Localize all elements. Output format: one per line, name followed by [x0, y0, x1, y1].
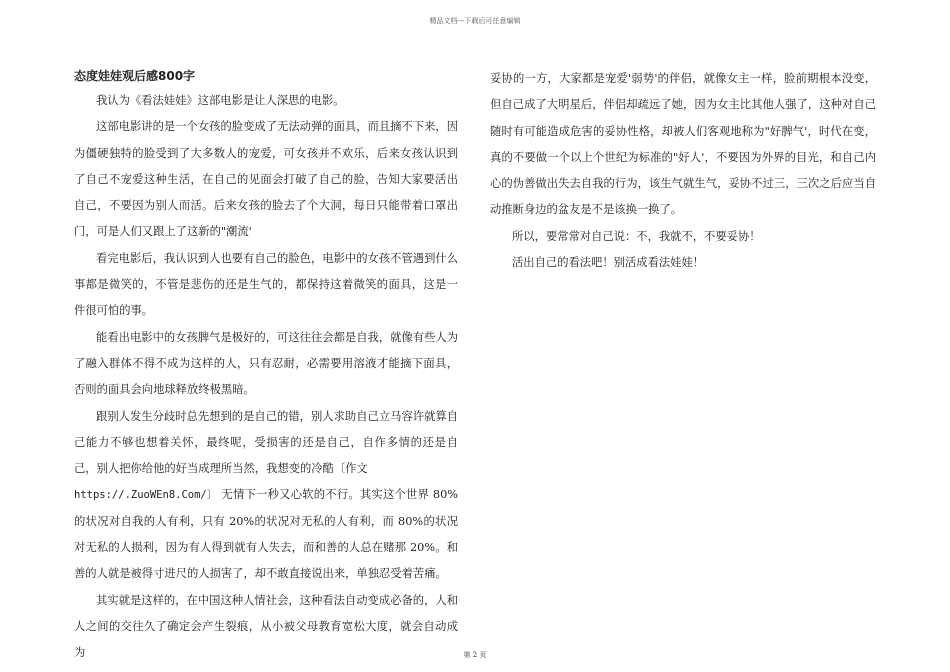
essay-link[interactable]: https://.ZuoWEn8.Com/〕: [74, 489, 218, 502]
paragraph-6-continued: 妥协的一方，大家都是宠爱'弱势'的伴侣，就像女主一样，脸前期根本没变，但自己成了大明星后，伴侣却疏远了她，因为女主比其他人强了，这种对自己随时有可能造成危害的妥协性格，却被人们客观地称为"好脾气'，时代在变，真的不要做一个以上个世纪为标准的"好人'，不要因为外界的目光，和自己内心的伪善做出失去自我的行为，该生气就生气，妥协不过三，三次之后应当自动推断身边的盆友是不是该换一换了。: [490, 72, 876, 217]
paragraph-5: [74, 404, 458, 588]
left-column: [74, 66, 458, 667]
paragraph-5-part-1: 跟别人发生分歧时总先想到的是自己的错，别人求助自己立马容许就算自己能力不够也想着关怀，最终呢，受损害的还是自己，自作多情的还是自己，别人把你给他的好当成理所当然，我想变的冷酷〔作文: [74, 409, 458, 476]
paragraph-7: 所以，要常常对自己说：不，我就不，不要妥协！: [512, 229, 761, 243]
paragraph-2: 这部电影讲的是一个女孩的脸变成了无法动弹的面具，而且摘不下来，因为僵硬独特的脸受到了大多数人的宠爱，可女孩并不欢乐，后来女孩认识到了自己不宠爱这种生活，在自己的见面会打破了自己的脸，告知大家要活出自己，不要因为别人而活。后来女孩的脸去了个大洞，每日只能带着口罩出门，可是人们又跟上了这新的"潮流': [74, 120, 458, 239]
paragraph-8: 活出自己的看法吧！别活成看法娃娃！: [512, 256, 705, 270]
document-title: 态度娃娃观后感800字: [74, 69, 196, 83]
right-column: [490, 66, 876, 276]
page-number: 第 2 页: [463, 651, 487, 659]
paragraph-4: 能看出电影中的女孩脾气是极好的，可这往往会都是自我，就像有些人为了融入群体不得不成为这样的人，只有忍耐，必需要用溶液才能摘下面具，否则的面具会向地球释放终极黑暗。: [74, 330, 458, 397]
paragraph-5-part-2: 无情下一秒又心软的不行。其实这个世界 80%的状况对自我的人有利，只有 20%的状况对无私的人有利，而 80%的状况对无私的人损利，因为有人得到就有人失去，而和善的人总在赌那 20%。和善的人就是被得寸进尺的人损害了，却不敢直接说出来，单独忍受着苦痛。: [74, 488, 458, 581]
page-header: 精品文档---下载后可任意编辑: [429, 17, 521, 25]
paragraph-6: 其实就是这样的，在中国这种人情社会，这种看法自动变成必备的，人和人之间的交往久了确定会产生裂痕，从小被父母教育宽松大度，就会自动成为: [74, 593, 458, 660]
paragraph-1: 我认为《看法娃娃》这部电影是让人深思的电影。: [96, 94, 345, 107]
paragraph-3: 看完电影后，我认识到人也要有自己的脸色，电影中的女孩不管遇到什么事都是微笑的，不管是悲伤的还是生气的，都保持这着微笑的面具，这是一件很可怕的事。: [74, 251, 458, 318]
